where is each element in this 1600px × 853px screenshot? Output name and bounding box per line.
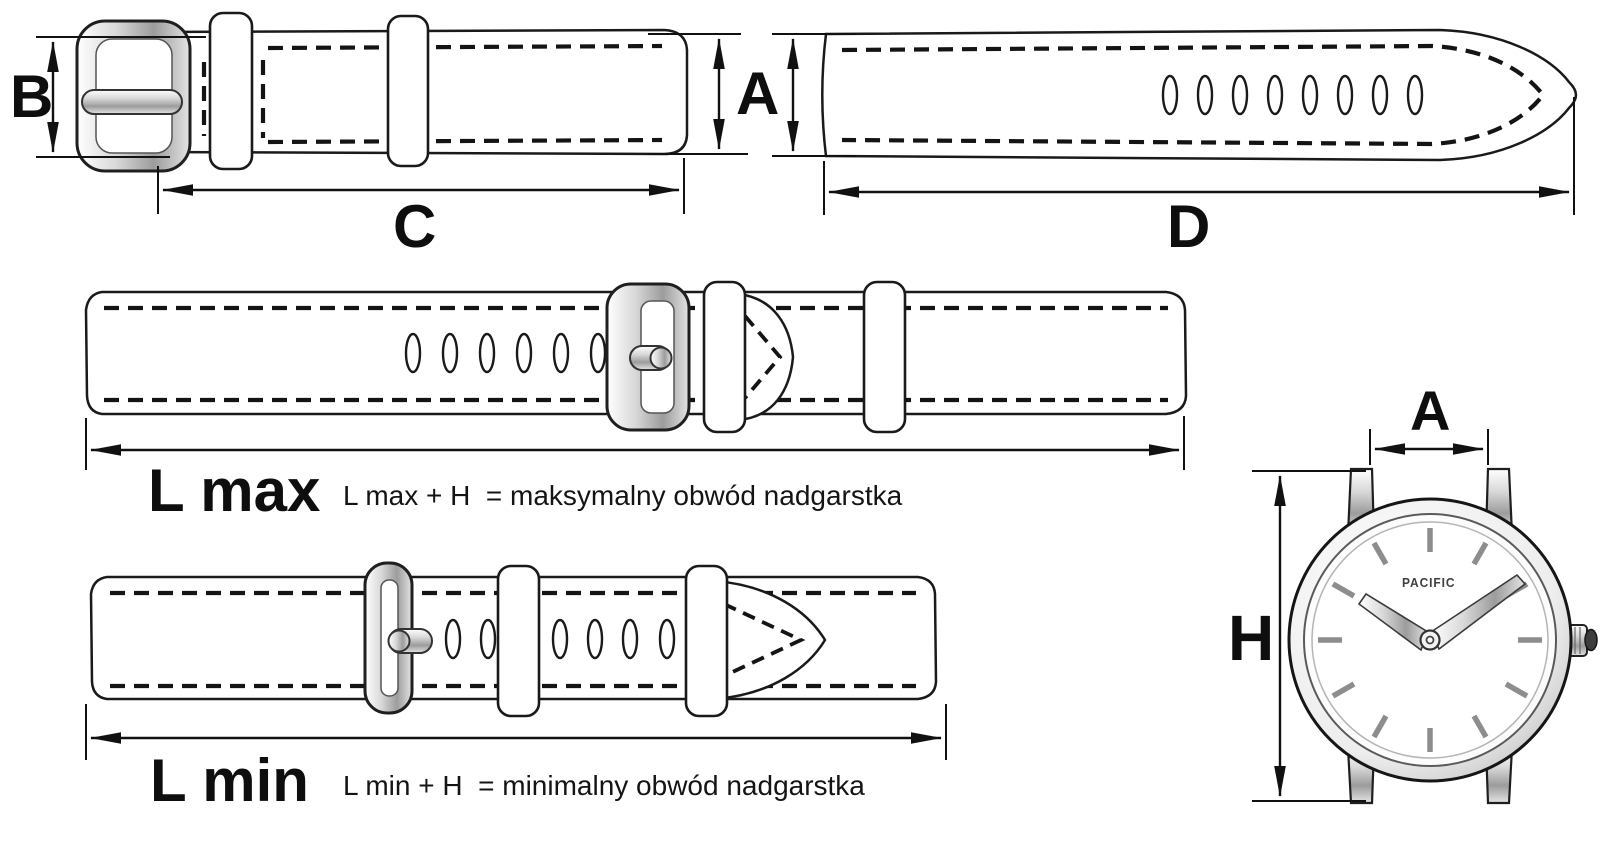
dim-label-b: B (10, 63, 54, 130)
buckle-pin-knob (651, 348, 672, 369)
l-max-formula: L max + H = maksymalny obwód nadgarstka (343, 480, 903, 511)
hands-hub-center (1427, 637, 1434, 644)
strap-l-min (86, 563, 946, 760)
strap-keeper (864, 282, 905, 432)
watch-brand-logo: PACIFIC (1402, 575, 1456, 590)
dim-label-a-watch: A (1410, 379, 1451, 442)
strap-keeper (498, 566, 539, 716)
dim-label-c: C (393, 193, 437, 260)
strap-hole-half (772, 30, 1576, 215)
l-max-label: L max (148, 457, 321, 524)
strap-keeper (388, 16, 428, 166)
strap-l-max (86, 282, 1186, 470)
dim-label-h: H (1228, 602, 1275, 674)
l-min-label: L min (150, 747, 309, 814)
strap-keeper (704, 282, 745, 432)
buckle (607, 284, 689, 430)
buckle (77, 21, 190, 171)
buckle-pin (82, 90, 182, 114)
dim-label-a: A (736, 60, 780, 127)
watch-illustration (1252, 429, 1597, 803)
dim-label-d: D (1167, 193, 1211, 260)
strap-buckle-half (36, 13, 748, 214)
buckle-pin-knob (389, 631, 410, 652)
l-min-formula: L min + H = minimalny obwód nadgarstka (343, 770, 865, 801)
strap-keeper (686, 566, 727, 716)
strap-keeper (210, 13, 252, 169)
